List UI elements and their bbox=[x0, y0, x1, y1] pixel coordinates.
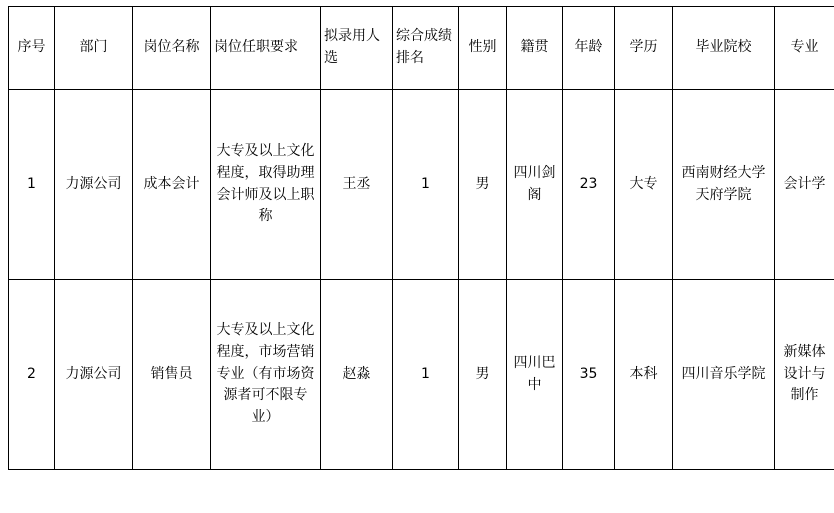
cell-post: 成本会计 bbox=[133, 90, 211, 280]
table-row bbox=[9, 90, 834, 280]
header-cell-requirement: 岗位任职要求 bbox=[211, 7, 321, 90]
cell-seq: 1 bbox=[9, 90, 55, 280]
header-cell-major: 专业 bbox=[775, 7, 834, 90]
cell-post: 销售员 bbox=[133, 280, 211, 470]
cell-department: 力源公司 bbox=[55, 280, 133, 470]
cell-gender: 男 bbox=[459, 280, 507, 470]
header-cell-post: 岗位名称 bbox=[133, 7, 211, 90]
cell-age: 23 bbox=[563, 90, 615, 280]
cell-gender: 男 bbox=[459, 90, 507, 280]
cell-hometown: 四川剑阁 bbox=[507, 90, 563, 280]
header-cell-hometown: 籍贯 bbox=[507, 7, 563, 90]
cell-requirement: 大专及以上文化程度，市场营销专业（有市场资源者可不限专业） bbox=[211, 280, 321, 470]
header-cell-school: 毕业院校 bbox=[673, 7, 775, 90]
cell-age: 35 bbox=[563, 280, 615, 470]
header-cell-gender: 性别 bbox=[459, 7, 507, 90]
cell-requirement: 大专及以上文化程度，取得助理会计师及以上职称 bbox=[211, 90, 321, 280]
cell-major: 新媒体设计与制作 bbox=[775, 280, 834, 470]
cell-major: 会计学 bbox=[775, 90, 834, 280]
header-cell-rank: 综合成绩排名 bbox=[393, 7, 459, 90]
cell-department: 力源公司 bbox=[55, 90, 133, 280]
cell-education: 大专 bbox=[615, 90, 673, 280]
cell-seq: 2 bbox=[9, 280, 55, 470]
header-cell-department: 部门 bbox=[55, 7, 133, 90]
header-cell-seq: 序号 bbox=[9, 7, 55, 90]
cell-candidate: 王丞 bbox=[321, 90, 393, 280]
candidate-table bbox=[8, 6, 834, 470]
header-cell-education: 学历 bbox=[615, 7, 673, 90]
cell-education: 本科 bbox=[615, 280, 673, 470]
cell-school: 西南财经大学天府学院 bbox=[673, 90, 775, 280]
table-header-row bbox=[9, 7, 834, 90]
cell-rank: 1 bbox=[393, 90, 459, 280]
cell-candidate: 赵淼 bbox=[321, 280, 393, 470]
cell-rank: 1 bbox=[393, 280, 459, 470]
cell-hometown: 四川巴中 bbox=[507, 280, 563, 470]
cell-school: 四川音乐学院 bbox=[673, 280, 775, 470]
header-cell-age: 年龄 bbox=[563, 7, 615, 90]
table-row bbox=[9, 280, 834, 470]
header-cell-candidate: 拟录用人选 bbox=[321, 7, 393, 90]
